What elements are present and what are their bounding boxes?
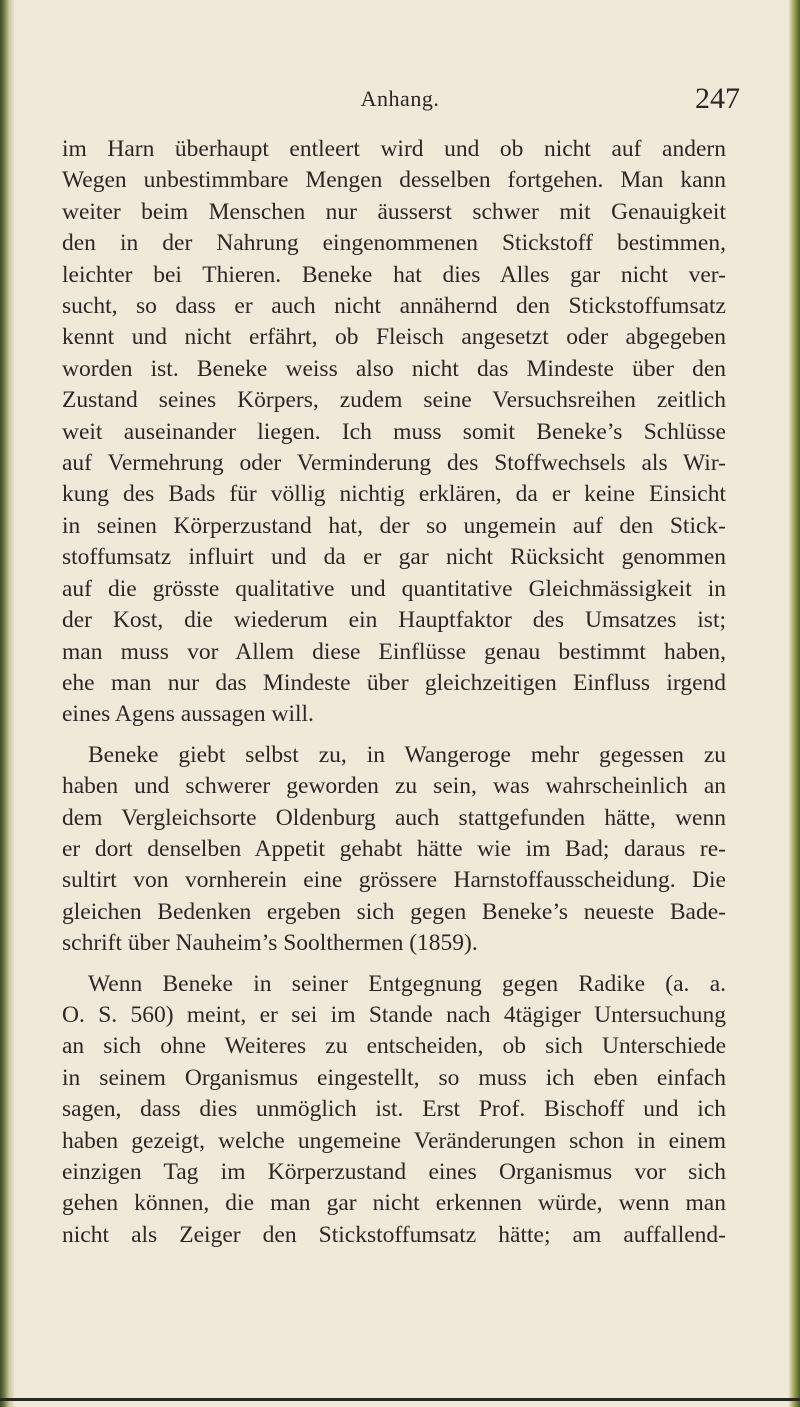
text-line: weiter beim Menschen nur äusserst schwer mit Genauigkeit <box>62 198 726 225</box>
text-line: dem Vergleichsorte Oldenburg auch stattgefunden hätte, wenn <box>62 804 726 831</box>
text-line: im Harn überhaupt entleert wird und ob nicht auf andern <box>62 136 726 162</box>
page-edge-left <box>0 0 14 1407</box>
page-header <box>60 82 740 116</box>
text-line: auf Vermehrung oder Verminderung des Stoffwechsels als Wir- <box>62 450 726 477</box>
text-line: Wenn Beneke in seiner Entgegnung gegen Radike (a. a. <box>88 970 726 997</box>
text-line: weit auseinander liegen. Ich muss somit Beneke’s Schlüsse <box>62 418 726 445</box>
text-line: er dort denselben Appetit gehabt hätte wie im Bad; daraus re- <box>62 835 726 862</box>
text-line: gleichen Bedenken ergeben sich gegen Beneke’s neueste Bade- <box>62 898 726 925</box>
body-text <box>62 134 726 1260</box>
running-head: Anhang. <box>360 86 440 111</box>
text-line: nicht als Zeiger den Stickstoffumsatz hätte; am auffallend- <box>62 1221 726 1248</box>
text-line: den in der Nahrung eingenommenen Stickstoff bestimmen, <box>62 230 726 257</box>
paragraph <box>62 740 726 960</box>
text-line: kennt und nicht erfährt, ob Fleisch angesetzt oder abgegeben <box>62 324 726 351</box>
text-line: kung des Bads für völlig nichtig erklären, da er keine Einsicht <box>62 481 726 508</box>
text-line: eines Agens aussagen will. <box>62 701 314 728</box>
paragraph <box>62 969 726 1252</box>
text-line: in seinem Organismus eingestellt, so muss ich eben einfach <box>62 1064 726 1091</box>
text-line: gehen können, die man gar nicht erkennen würde, wenn man <box>62 1190 726 1217</box>
text-line: in seinen Körperzustand hat, der so ungemein auf den Stick- <box>62 512 726 539</box>
text-line: Zustand seines Körpers, zudem seine Versuchsreihen zeitlich <box>62 387 726 414</box>
text-line: schrift über Nauheim’s Soolthermen (1859). <box>62 930 478 957</box>
text-line: an sich ohne Weiteres zu entscheiden, ob sich Unterschiede <box>62 1033 726 1060</box>
text-line: sultirt von vornherein eine grössere Harnstoffausscheidung. Die <box>62 867 726 894</box>
page-bottom-edge <box>0 1398 800 1401</box>
page-edge-right <box>788 0 800 1407</box>
text-line: stoffumsatz influirt und da er gar nicht Rücksicht genommen <box>62 544 726 571</box>
text-line: ehe man nur das Mindeste über gleichzeitigen Einfluss irgend <box>62 669 726 696</box>
text-line: haben gezeigt, welche ungemeine Veränderungen schon in einem <box>62 1127 726 1154</box>
paragraph <box>62 134 726 731</box>
page-number: 247 <box>695 82 740 115</box>
text-line: man muss vor Allem diese Einflüsse genau bestimmt haben, <box>62 638 726 665</box>
text-line: sagen, dass dies unmöglich ist. Erst Prof. Bischoff und ich <box>62 1096 726 1123</box>
text-line: Beneke giebt selbst zu, in Wangeroge mehr gegessen zu <box>88 741 726 768</box>
text-line: einzigen Tag im Körperzustand eines Organismus vor sich <box>62 1159 726 1185</box>
text-line: sucht, so dass er auch nicht annähernd den Stickstoffumsatz <box>62 293 726 320</box>
text-line: leichter bei Thieren. Beneke hat dies Alles gar nicht ver- <box>62 261 726 288</box>
text-line: Wegen unbestimmbare Mengen desselben fortgehen. Man kann <box>62 167 726 194</box>
text-line: auf die grösste qualitative und quantitative Gleichmässigkeit in <box>62 575 726 602</box>
text-line: worden ist. Beneke weiss also nicht das Mindeste über den <box>62 355 726 382</box>
text-line: der Kost, die wiederum ein Hauptfaktor des Umsatzes ist; <box>62 607 726 634</box>
text-line: O. S. 560) meint, er sei im Stande nach 4tägiger Untersuchung <box>62 1001 726 1028</box>
text-line: haben und schwerer geworden zu sein, was wahrscheinlich an <box>62 773 726 800</box>
